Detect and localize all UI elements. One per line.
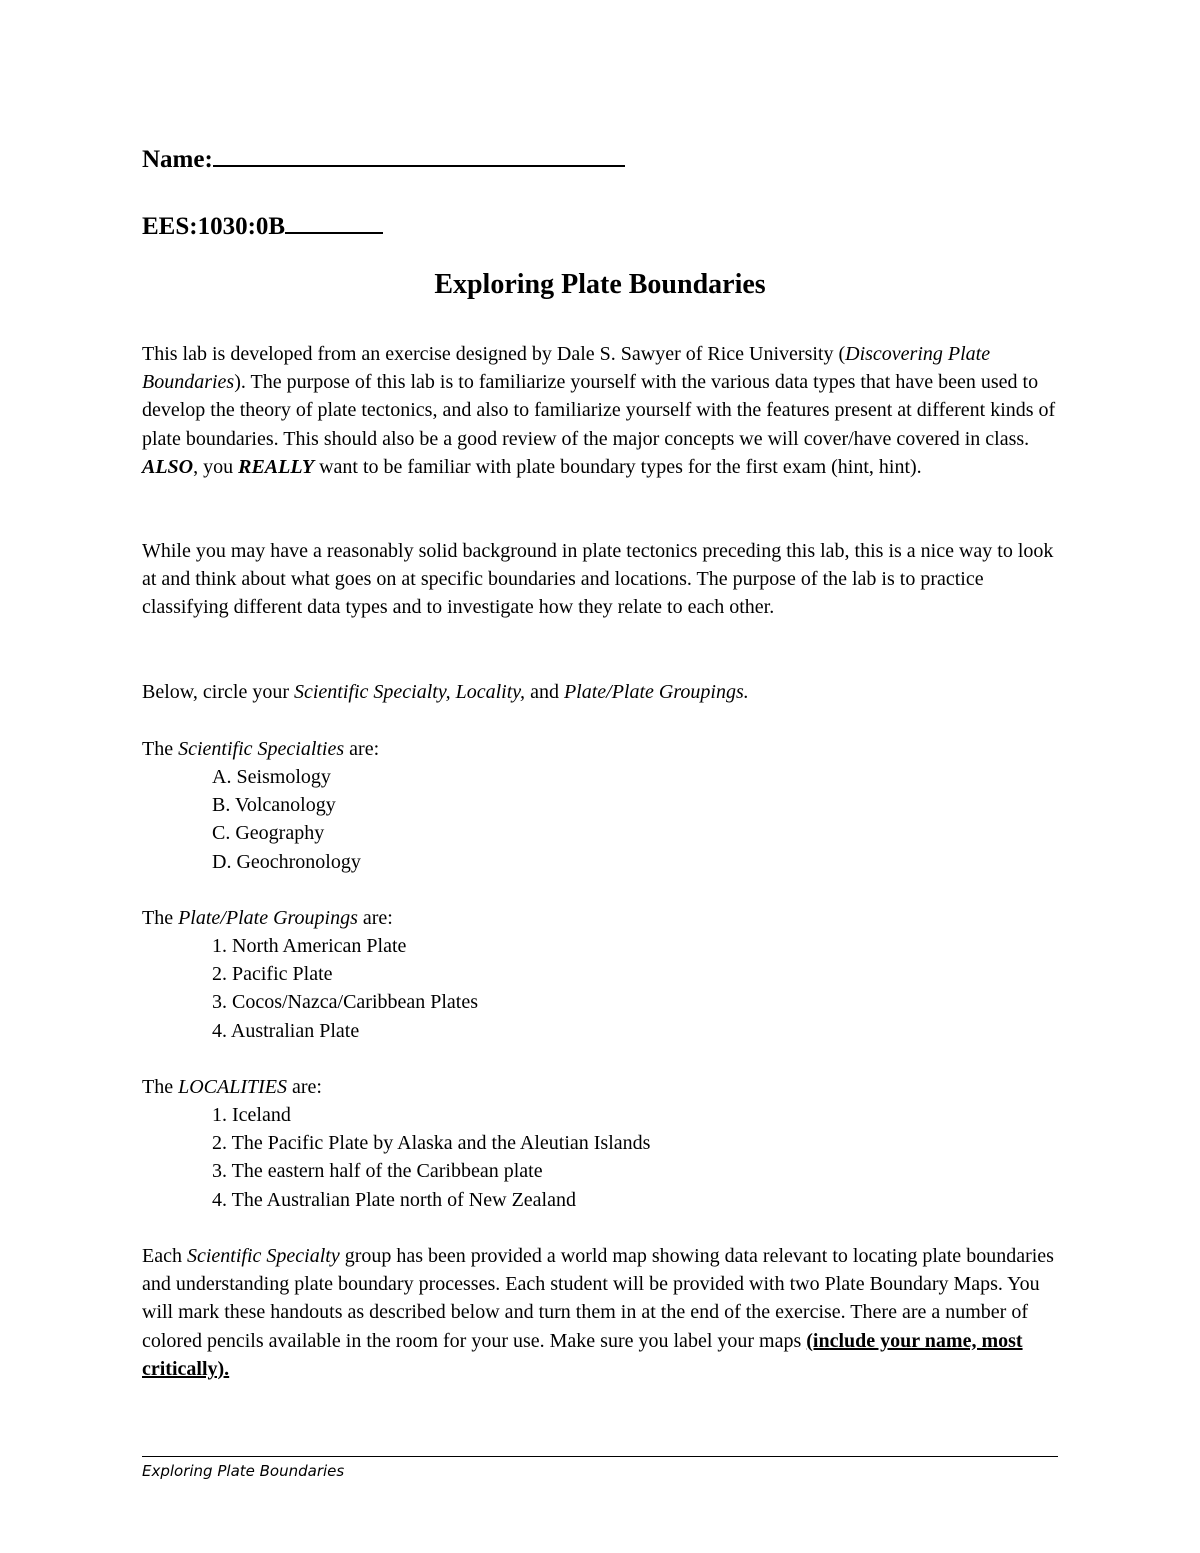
instruction-specialty: Scientific Specialty, [293, 681, 451, 703]
locality-item[interactable]: 1. Iceland [212, 1104, 291, 1126]
specialty-item[interactable]: D. Geochronology [212, 850, 361, 873]
plate-item[interactable]: 3. Cocos/Nazca/Caribbean Plates [212, 991, 479, 1014]
final-text-1: Each [142, 1245, 187, 1267]
plates-post: are: [357, 907, 393, 929]
specialties-em: Scientific Specialties [178, 738, 345, 760]
instruction-text-3: and [525, 681, 564, 703]
specialty-item[interactable]: A. Seismology [212, 766, 331, 788]
name-label: Name: [142, 146, 213, 173]
really-emphasis: REALLY [238, 455, 315, 478]
background-paragraph: While you may have a reasonably solid background in plate tectonics preceding this lab, this is a nice way to look at and think about what goes on at specific boundaries and locations. The purpose of the lab is to practice classifying different data types and to investigate how they relate to each other. [142, 540, 1054, 619]
final-text-2: group has been provided a world map showing data relevant to locating plate boundaries and understanding plate boundary processes. Each student will be provided with two Plate Boundary Maps. You will mark these handouts as described below and turn them in at the end of the exercise. There are a number of colored pencils available in the room for your use. Make sure you label your maps [142, 1245, 1054, 1352]
intro-text-2: ). The purpose of this lab is to familiarize yourself with the various data types that have been used to develop the theory of plate tectonics, and also to familiarize yourself with the features present at different kinds of plate boundaries. This should also be a good review of the major concepts we will cover/have covered in class. [142, 371, 1056, 450]
specialty-item[interactable]: C. Geography [212, 822, 325, 845]
localities-list [212, 1101, 650, 1214]
intro-paragraph [142, 340, 1062, 481]
localities-em: LOCALITIES [178, 1076, 287, 1098]
specialty-item[interactable]: B. Volcanology [212, 794, 336, 817]
specialties-post: are: [344, 738, 380, 760]
final-specialty: Scientific Specialty [186, 1245, 340, 1267]
specialties-pre: The [142, 738, 179, 760]
plates-list [212, 932, 478, 1045]
also-emphasis: ALSO [142, 455, 194, 478]
plate-item[interactable]: 2. Pacific Plate [212, 963, 333, 986]
intro-text-3: , you [193, 455, 239, 478]
localities-post: are: [287, 1076, 322, 1098]
footer-divider [142, 1456, 1058, 1457]
specialties-list [212, 763, 361, 876]
localities-heading [142, 1073, 322, 1101]
localities-pre: The [142, 1076, 179, 1098]
name-reminder-emphasis: (include your name, most critically). [142, 1329, 1023, 1380]
circle-instruction [142, 678, 1062, 706]
specialties-heading [142, 735, 379, 763]
source-title: Discovering Plate Boundaries [142, 343, 991, 394]
final-paragraph [142, 1242, 1062, 1383]
intro-text-4: want to be familiar with plate boundary types for the first exam (hint, hint). [314, 455, 922, 478]
plates-heading [142, 904, 393, 932]
page-title: Exploring Plate Boundaries [434, 269, 766, 300]
plates-em: Plate/Plate Groupings [178, 907, 358, 929]
instruction-locality: Locality, [455, 681, 526, 703]
name-blank-line[interactable] [213, 143, 625, 167]
course-label: EES:1030:0B [142, 213, 286, 240]
section-blank-line[interactable] [285, 210, 383, 234]
locality-item[interactable]: 2. The Pacific Plate by Alaska and the Aleutian Islands [212, 1132, 651, 1155]
instruction-text-1: Below, circle your [142, 681, 294, 703]
intro-text-1: This lab is developed from an exercise designed by Dale S. Sawyer of Rice University ( [142, 343, 846, 365]
course-field [142, 210, 383, 242]
name-field [142, 143, 625, 175]
plate-item[interactable]: 1. North American Plate [212, 935, 407, 957]
locality-item[interactable]: 3. The eastern half of the Caribbean plate [212, 1160, 543, 1183]
instruction-groupings: Plate/Plate Groupings. [563, 681, 749, 703]
plates-pre: The [142, 907, 179, 929]
plate-item[interactable]: 4. Australian Plate [212, 1019, 360, 1042]
locality-item[interactable]: 4. The Australian Plate north of New Zealand [212, 1188, 576, 1211]
page-footer: Exploring Plate Boundaries [142, 1462, 345, 1480]
